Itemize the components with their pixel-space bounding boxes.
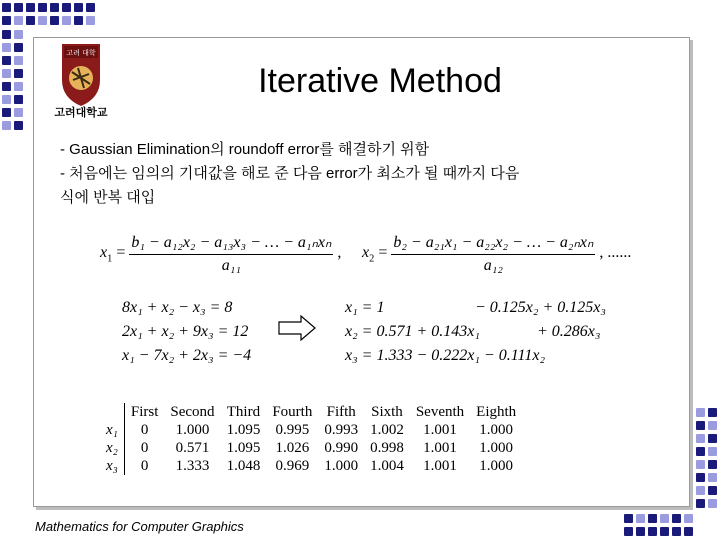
decorative-square [62,16,71,25]
table-cell: 1.004 [370,457,404,474]
decorative-square [696,473,705,482]
table-cell: 1.026 [275,439,310,456]
table-row [100,439,522,457]
iteration-eq-3 [345,344,615,368]
iteration-table [100,403,523,475]
decorative-square [672,514,681,523]
bullet-1: - Gaussian Elimination의 roundoff error를 해결하기 위함 [60,141,430,158]
decorative-square [14,3,23,12]
decorative-square [2,121,11,130]
table-cell: 1.000 [324,457,359,474]
decorative-square [684,527,693,536]
decorative-square [708,434,717,443]
decorative-square [708,460,717,469]
decorative-square [38,3,47,12]
iteration-eq-1-rhs: − 0.125x₂ + 0.125x₃ [475,299,606,316]
table-row [100,457,522,475]
formula-x2-denominator: a₁₂ [483,257,503,274]
table-row [100,421,522,439]
row-label: x₂ [106,439,118,456]
column-header: First [130,403,159,420]
slide-title: Iterative Method [258,62,502,100]
table-cell: 1.048 [226,457,261,474]
decorative-square [696,421,705,430]
formula-ellipsis: , ...... [599,244,632,262]
column-header: Third [226,403,261,420]
decorative-square [696,408,705,417]
decorative-square [708,486,717,495]
decorative-square [696,460,705,469]
decorative-square [14,108,23,117]
decorative-square [2,3,11,12]
iteration-eq-1 [345,296,615,320]
table-cell: 0.969 [275,457,310,474]
decorative-square [14,16,23,25]
decorative-square [708,421,717,430]
table-cell: 0.571 [175,439,210,456]
logo-bottom-text: 고려대학교 [54,106,108,118]
table-cell: 1.001 [423,457,457,474]
decorative-square [2,95,11,104]
bullet-2: - 처음에는 임의의 기대값을 해로 준 다음 error가 최소가 될 때까지 다음 [60,165,520,182]
decorative-square [660,527,669,536]
decorative-square [696,499,705,508]
decorative-square [2,16,11,25]
table-cell: 0.998 [370,439,404,456]
decorative-square [672,527,681,536]
decorative-square [26,16,35,25]
decorative-square [708,447,717,456]
column-header: Second [170,403,215,420]
iteration-eq-2 [345,320,615,344]
decorative-square [708,473,717,482]
decorative-square [2,56,11,65]
decorative-square [660,514,669,523]
decorative-square [648,514,657,523]
decorative-square [2,108,11,117]
table-cell: 0.995 [275,421,310,438]
equation-system [122,296,251,368]
decorative-square [696,447,705,456]
decorative-square [696,486,705,495]
decorative-square [14,121,23,130]
university-logo [42,40,120,118]
table-cell: 1.002 [370,421,404,438]
bullet-list [60,138,660,210]
column-header: Seventh [415,403,465,420]
decorative-square [2,30,11,39]
column-header: Fourth [272,403,313,420]
equation-3: x₁ − 7x₂ + 2x₃ = −4 [122,347,252,364]
table-cell: 1.333 [175,457,210,474]
table-cell: 1.001 [423,421,457,438]
column-header: Eighth [476,403,517,420]
formula-x2: $x_2$ = $\frac{\text{b₂ − a₂₁x₁ − a₂₂x₂ − … − a₂ₙxₙ}}{\text{a₁₂}}$ , ...... [362,234,632,274]
table-cell: 1.000 [479,457,514,474]
decorative-square [2,69,11,78]
table-cell: 0.990 [324,439,359,456]
column-header: Sixth [371,403,403,420]
iteration-equations [345,296,615,368]
table-cell: 0 [140,421,149,438]
footer-text: Mathematics for Computer Graphics [35,519,244,534]
formula-x2-numerator: b₂ − a₂₁x₁ − a₂₂x₂ − … − a₂ₙxₙ [391,232,595,255]
table-cell: 1.000 [175,421,210,438]
decorative-square [14,43,23,52]
decorative-square [708,408,717,417]
decorative-square [696,434,705,443]
decorative-square [636,527,645,536]
decorative-square [636,514,645,523]
row-label: x₁ [106,421,118,438]
column-header: Fifth [326,403,356,420]
table-cell: 0 [140,457,149,474]
decorative-square [624,514,633,523]
formula-x1-numerator: b₁ − a₁₂x₂ − a₁₃x₃ − … − a₁ₙxₙ [129,232,333,255]
decorative-square [14,69,23,78]
decorative-square [14,30,23,39]
table-cell: 1.000 [479,421,514,438]
table-header-row [100,403,522,421]
table-cell: 0 [140,439,149,456]
decorative-square [50,3,59,12]
decorative-square [2,82,11,91]
iteration-eq-3-lhs: x₃ = 1.333 − 0.222x₁ − 0.111x₂ [345,347,546,364]
decorative-square [86,3,95,12]
decorative-square [62,3,71,12]
iteration-eq-2-rhs: + 0.286x₃ [537,323,601,340]
right-arrow-icon [277,315,317,346]
bullet-3: 식에 반복 대입 [60,189,156,206]
decorative-square [38,16,47,25]
decorative-square [684,514,693,523]
iteration-eq-2-lhs: x₂ = 0.571 + 0.143x₁ [345,323,480,340]
formula-x1-denominator: a₁₁ [221,257,241,274]
decorative-square [26,3,35,12]
equation-2: 2x₁ + x₂ + 9x₃ = 12 [122,323,249,340]
decorative-square [14,56,23,65]
decorative-square [74,3,83,12]
table-cell: 1.001 [423,439,457,456]
decorative-square [86,16,95,25]
logo-top-text: 고려 대학 [66,49,96,57]
decorative-square [14,82,23,91]
logo-shield-icon [42,40,120,118]
formula-x1: $x_1$ = $\frac{\text{b₁ − a₁₂x₂ − a₁₃x₃ − … − a₁ₙxₙ}}{\text{a₁₁}}$ , [100,234,342,274]
table-cell: 1.095 [226,421,261,438]
table-cell: 1.000 [479,439,514,456]
table-cell: 1.095 [226,439,261,456]
decorative-square [74,16,83,25]
equation-1: 8x₁ + x₂ − x₃ = 8 [122,299,233,316]
decorative-square [708,499,717,508]
row-label: x₃ [106,457,118,474]
decorative-square [624,527,633,536]
decorative-square [14,95,23,104]
decorative-square [648,527,657,536]
table-cell: 0.993 [324,421,359,438]
decorative-square [50,16,59,25]
decorative-square [2,43,11,52]
iteration-eq-1-lhs: x₁ = 1 [345,299,385,316]
